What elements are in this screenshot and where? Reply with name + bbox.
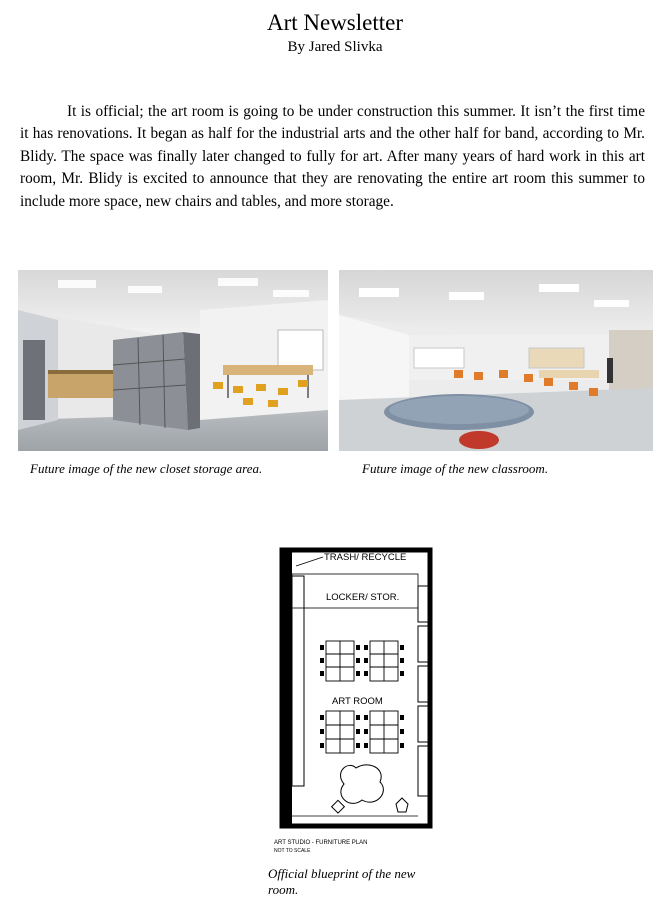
art-room-label: ART ROOM [332, 696, 383, 707]
trash-recycle-label: TRASH/ RECYCLE [324, 552, 407, 563]
classroom-image [339, 270, 653, 451]
closet-storage-image [18, 270, 328, 451]
article-paragraph [20, 101, 645, 213]
article-text: It is official; the art room is going to be under construction this summer. It isn’t the first time it has renovations. It began as half for the industrial arts and the other half for band, according to Mr. Blidy. The space was finally later changed to fully for art. After many years of hard work in this art room, Mr. Blidy is excited to announce that they are renovating the entire art room this summer to include more space, new chairs and tables, and more storage. [20, 103, 645, 210]
newsletter-title: Art Newsletter [266, 10, 404, 35]
blueprint-image [268, 546, 440, 860]
classroom-image-caption: Future image of the new classroom. [362, 461, 549, 476]
plan-title: ART STUDIO - FURNITURE PLAN [274, 840, 368, 846]
byline: By Jared Slivka [287, 39, 383, 55]
locker-storage-label: LOCKER/ STOR. [326, 592, 400, 603]
blueprint-caption: Official blueprint of the new room. [268, 866, 416, 897]
plan-note: NOT TO SCALE [274, 848, 311, 854]
closet-image-caption: Future image of the new closet storage area. [30, 461, 263, 476]
